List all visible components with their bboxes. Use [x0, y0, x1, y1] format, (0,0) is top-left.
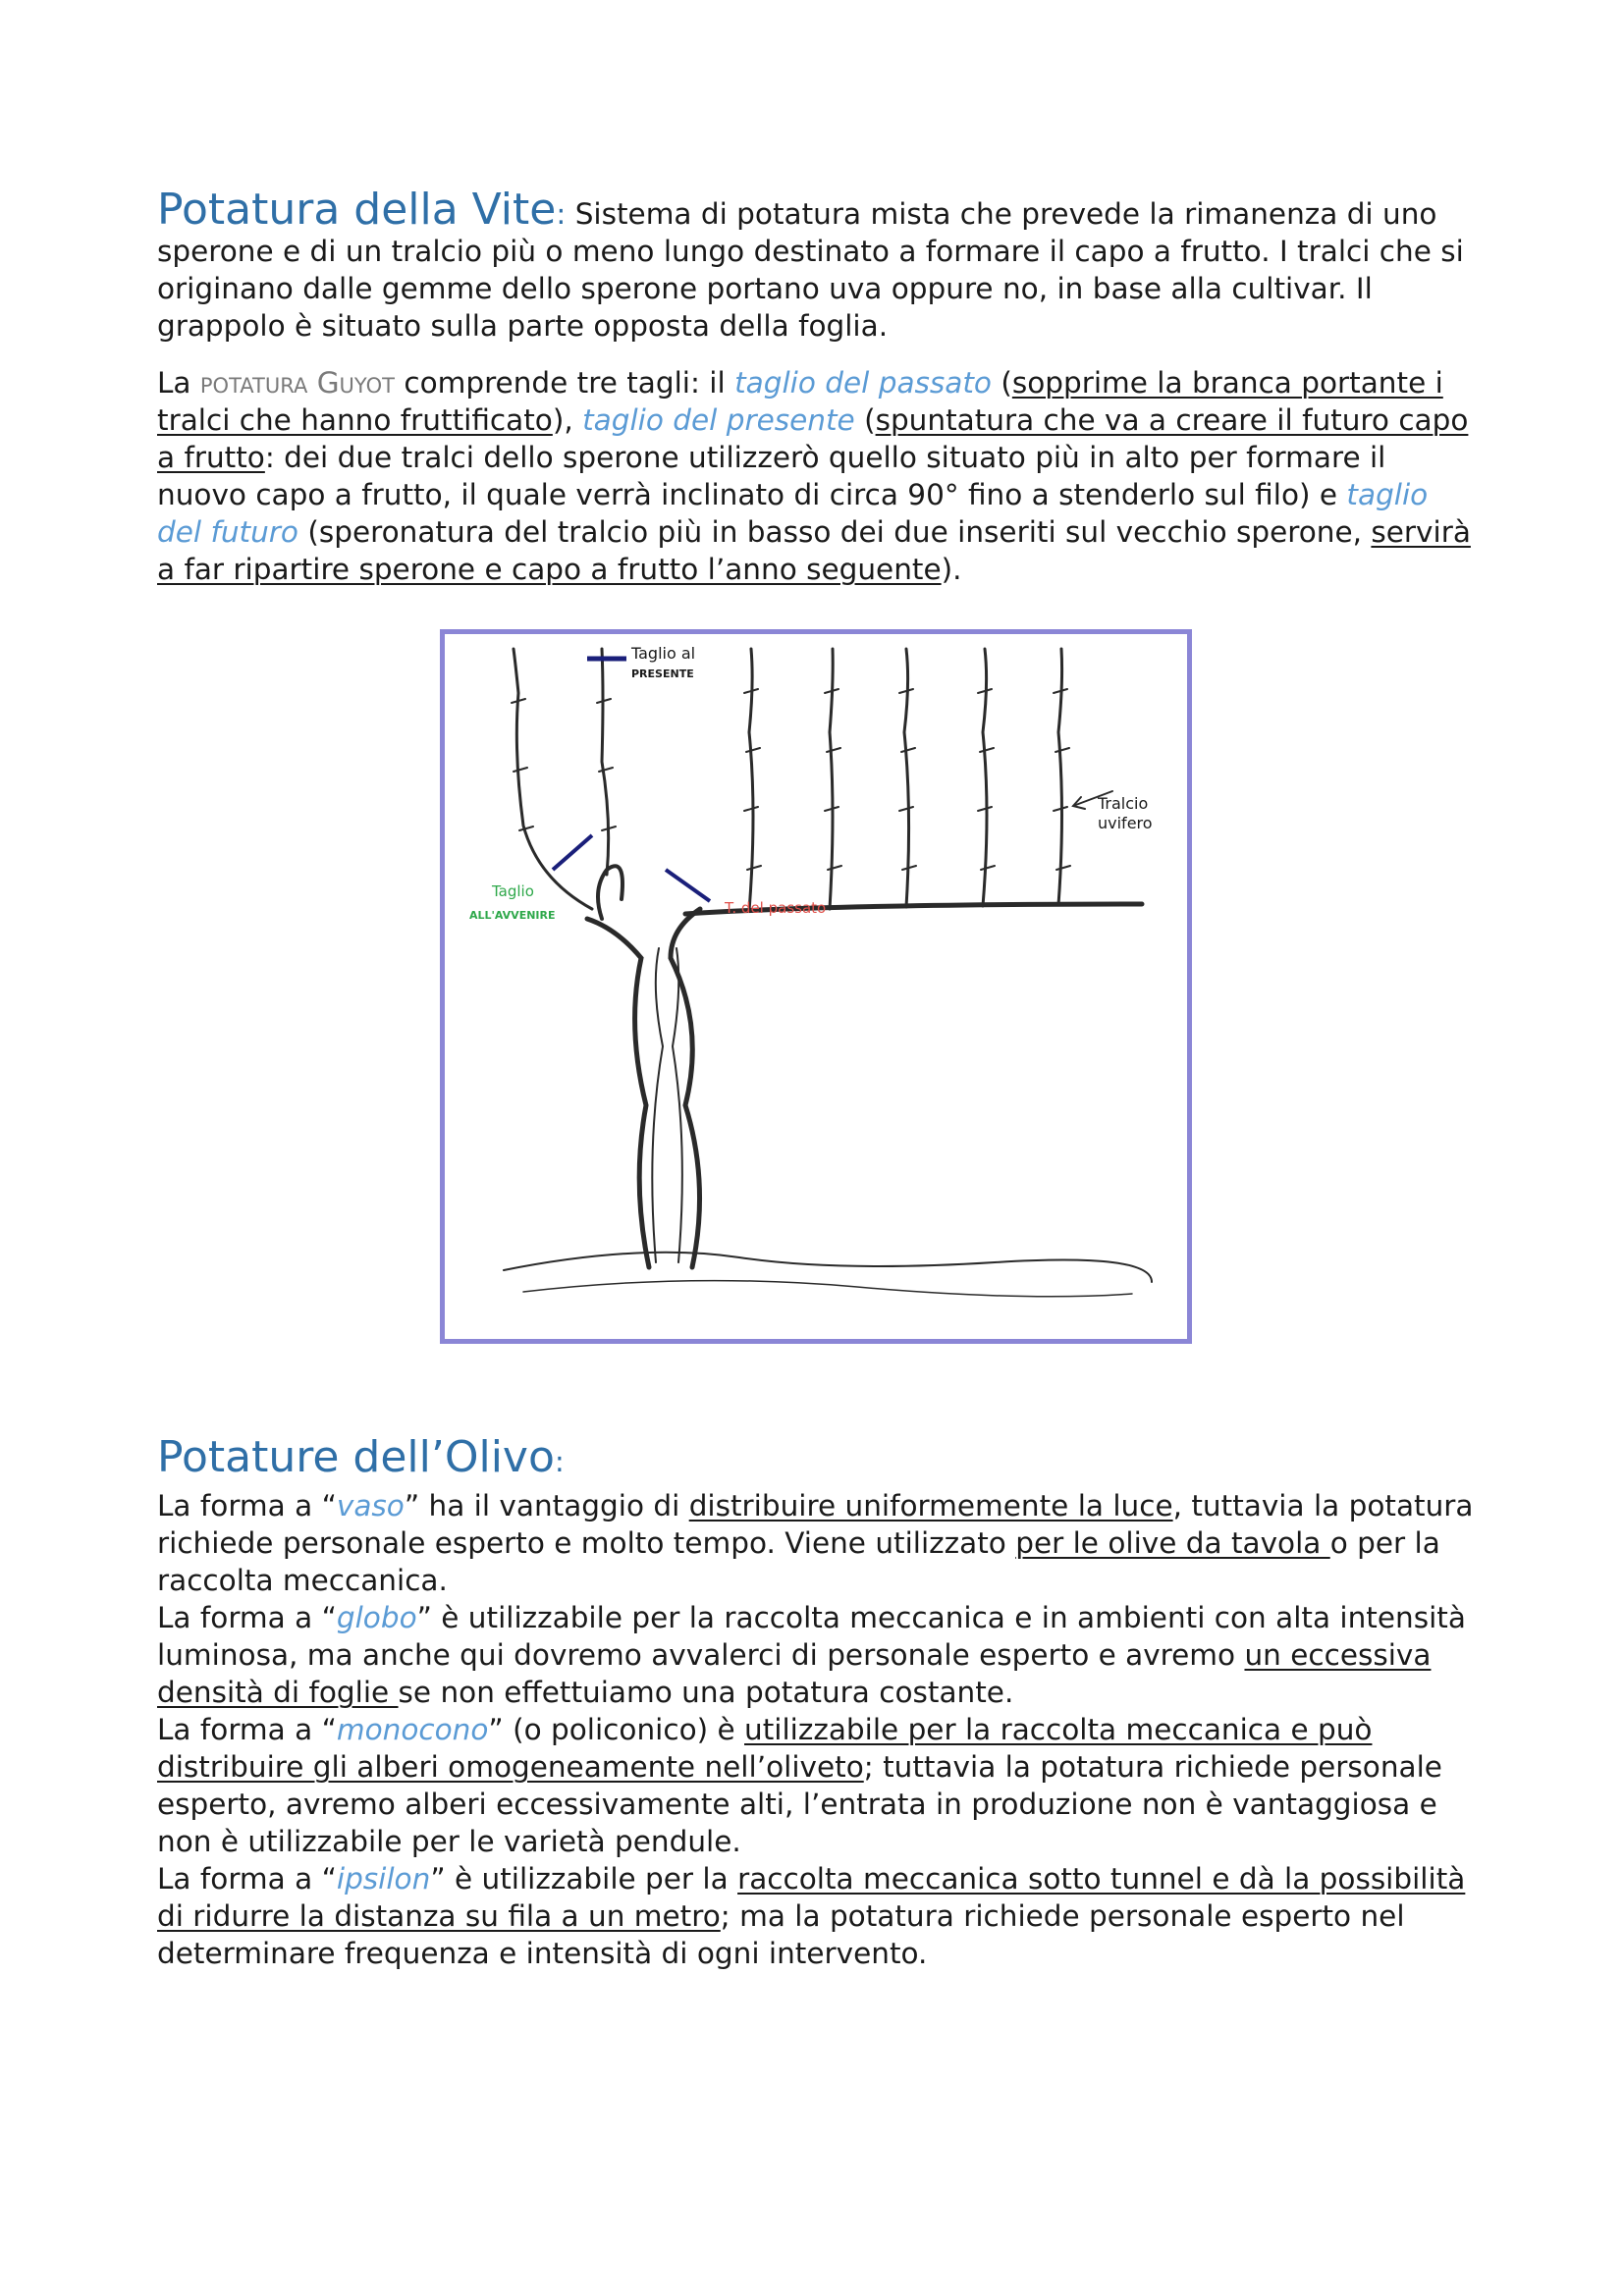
label-passato: T. del passato	[725, 899, 827, 917]
trunk-left	[587, 919, 649, 1267]
vine-drawing	[445, 634, 1187, 1339]
shoot-5	[1058, 649, 1062, 905]
guyot-term: potatura Guyot	[199, 366, 395, 400]
term-taglio-passato: taglio del passato	[734, 366, 992, 400]
text-run: : dei due tralci dello sperone utilizzerò quello situato più in alto per formare il nuovo capo a frutto, il quale verrà inclinato di circa 90° fino a stenderlo sul filo) e	[157, 441, 1386, 511]
underlined-futuro: servirà a far ripartire sperone e capo a frutto l’anno seguente	[157, 515, 1471, 586]
text-run: , tuttavia la potatura richiede personale esperto e molto tempo. Viene utilizzato	[157, 1489, 1474, 1560]
text-run: La forma a “	[157, 1489, 337, 1522]
label-avvenire-line2: ALL'AVVENIRE	[469, 909, 556, 922]
underlined-presente: spuntatura che va a creare il futuro capo a frutto	[157, 403, 1469, 474]
text-run: ” (o policonico) è	[488, 1713, 745, 1746]
text-run: comprende tre tagli: il	[394, 366, 735, 400]
guyot-paragraph	[157, 364, 1478, 588]
guyot-figure	[440, 629, 1192, 1344]
label-presente-line2: PRESENTE	[631, 667, 694, 680]
text-run: ).	[941, 553, 962, 586]
label-avvenire-line1: Taglio	[492, 882, 534, 900]
underlined-monocono: utilizzabile per la raccolta meccanica e può distribuire gli alberi omogeneamente nell’oliveto	[157, 1713, 1373, 1784]
underlined-tavola: per le olive da tavola	[1015, 1526, 1330, 1560]
vaso-paragraph	[157, 1487, 1478, 1599]
text-run: (	[854, 403, 876, 437]
vite-heading: Potatura della Vite	[157, 185, 557, 235]
globo-paragraph	[157, 1599, 1478, 1711]
trunk-texture-1	[652, 948, 663, 1262]
text-run: (speronatura del tralcio più in basso dei due inseriti sul vecchio sperone,	[298, 515, 1372, 549]
term-taglio-presente: taglio del presente	[582, 403, 855, 437]
ipsilon-paragraph	[157, 1860, 1478, 1972]
shoot-1	[749, 649, 753, 911]
text-run: La forma a “	[157, 1601, 337, 1634]
trunk-texture-2	[673, 948, 682, 1262]
text-run: (	[991, 366, 1012, 400]
term-globo: globo	[336, 1601, 417, 1634]
text-run: se non effettuiamo una potatura costante.	[398, 1676, 1014, 1709]
text-run: ; ma la potatura richiede personale esperto nel determinare frequenza e intensità di ogni intervento.	[157, 1899, 1405, 1970]
underlined-passato: sopprime la branca portante i tralci che hanno fruttificato	[157, 366, 1443, 437]
text-run: ),	[552, 403, 583, 437]
cane-left-2	[602, 649, 609, 875]
term-monocono: monocono	[336, 1713, 489, 1746]
vite-heading-colon: :	[556, 197, 567, 231]
old-spur	[598, 866, 622, 919]
text-run: ” ha il vantaggio di	[404, 1489, 689, 1522]
label-tralcio-line2: uvifero	[1098, 814, 1153, 832]
label-presente-line1: Taglio al	[631, 644, 696, 663]
underlined-luce: distribuire uniformemente la luce	[688, 1489, 1173, 1522]
text-run: o per la raccolta meccanica.	[157, 1526, 1440, 1597]
monocono-paragraph	[157, 1711, 1478, 1860]
text-run: ” è utilizzabile per la raccolta meccanica e in ambienti con alta intensità luminosa, ma anche qui dovremo avvalerci di personale esperto e avremo	[157, 1601, 1466, 1672]
text-run: ” è utilizzabile per la	[430, 1862, 738, 1896]
vite-intro-paragraph	[157, 185, 1478, 345]
olivo-heading: Potature dell’Olivo	[157, 1432, 555, 1482]
text-run: La	[157, 366, 200, 400]
olivo-section	[157, 1428, 1478, 1972]
vite-intro-text: Sistema di potatura mista che prevede la rimanenza di uno sperone e di un tralcio più o meno lungo destinato a formare il capo a frutto. I tralci che si originano dalle gemme dello sperone portano uva oppure no, in base alla cultivar. Il grappolo è situato sulla parte opposta della foglia.	[157, 197, 1464, 343]
vite-section	[157, 185, 1478, 588]
text-run: La forma a “	[157, 1862, 337, 1896]
label-tralcio-line1: Tralcio	[1098, 794, 1149, 813]
ground-line-2	[523, 1281, 1132, 1297]
cut-passato-mark	[666, 870, 710, 901]
olivo-heading-line	[157, 1428, 1478, 1487]
term-vaso: vaso	[336, 1489, 405, 1522]
trunk-right	[671, 909, 700, 1267]
cane-left-1	[514, 649, 592, 909]
underlined-ipsilon: raccolta meccanica sotto tunnel e dà la possibilità di ridurre la distanza su fila a un metro	[157, 1862, 1466, 1933]
ground-line	[504, 1253, 1152, 1282]
text-run: ; tuttavia la potatura richiede personale esperto, avremo alberi eccessivamente alti, l’entrata in produzione non è vantaggiosa e non è utilizzabile per le varietà pendule.	[157, 1750, 1442, 1858]
term-taglio-futuro: taglio del futuro	[157, 478, 1429, 549]
cut-avvenire-mark	[553, 835, 592, 870]
text-run: La forma a “	[157, 1713, 337, 1746]
underlined-densita: un eccessiva densità di foglie	[157, 1638, 1432, 1709]
olivo-heading-colon: :	[554, 1445, 565, 1478]
term-ipsilon: ipsilon	[336, 1862, 431, 1896]
